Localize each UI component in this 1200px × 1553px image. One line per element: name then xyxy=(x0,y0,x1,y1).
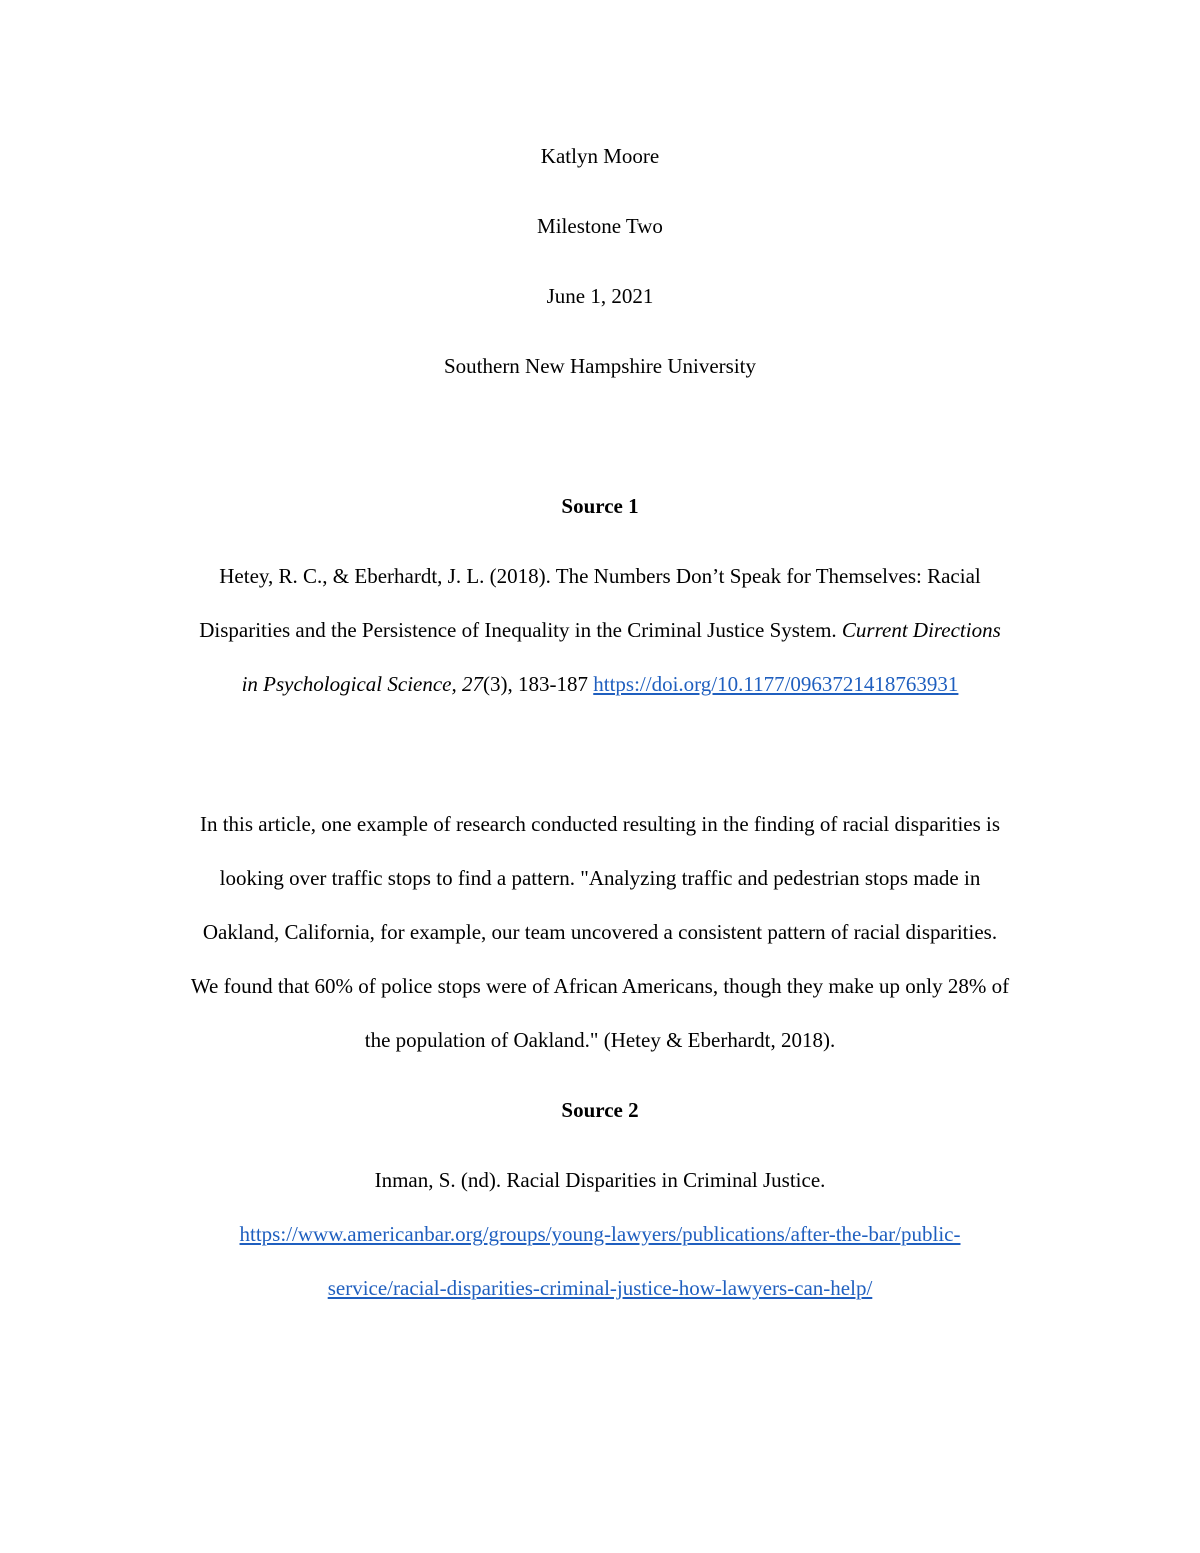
source1-citation-line2 xyxy=(0,616,1200,644)
source2-url-line2 xyxy=(0,1274,1200,1302)
source2-heading: Source 2 xyxy=(561,1098,639,1122)
source2-url-link[interactable]: https://www.americanbar.org/groups/young-lawyers/publications/after-the-bar/public- xyxy=(239,1222,961,1246)
source1-heading: Source 1 xyxy=(561,494,639,518)
source1-journal-name: Current Directions xyxy=(841,618,1001,642)
source2-url-link[interactable]: service/racial-disparities-criminal-justice-how-lawyers-can-help/ xyxy=(327,1276,873,1300)
source1-summary-line: We found that 60% of police stops were of African Americans, though they make up only 28% of xyxy=(190,974,1010,998)
source1-doi-link[interactable]: https://doi.org/10.1177/0963721418763931 xyxy=(593,672,959,696)
source1-issue-pages: (3), 183-187 xyxy=(483,672,594,696)
source2-url-line1 xyxy=(0,1220,1200,1248)
source1-summary-line: In this article, one example of research conducted resulting in the finding of racial disparities is xyxy=(199,812,1001,836)
source1-citation-line3 xyxy=(0,670,1200,698)
author-name: Katlyn Moore xyxy=(540,144,660,168)
source1-summary-line: looking over traffic stops to find a pattern. "Analyzing traffic and pedestrian stops made in xyxy=(219,866,981,890)
institution-name: Southern New Hampshire University xyxy=(443,354,757,378)
source1-journal-volume: in Psychological Science, 27 xyxy=(241,672,483,696)
assignment-title: Milestone Two xyxy=(537,214,663,238)
source1-summary-line: the population of Oakland." (Hetey & Eberhardt, 2018). xyxy=(364,1028,836,1052)
source1-citation-line1: Hetey, R. C., & Eberhardt, J. L. (2018). The Numbers Don’t Speak for Themselves: Racial xyxy=(219,564,981,588)
source1-summary-line: Oakland, California, for example, our team uncovered a consistent pattern of racial disparities. xyxy=(202,920,998,944)
source2-citation: Inman, S. (nd). Racial Disparities in Criminal Justice. xyxy=(374,1168,826,1192)
source1-citation-text: Disparities and the Persistence of Inequality in the Criminal Justice System. xyxy=(199,618,842,642)
submission-date: June 1, 2021 xyxy=(546,284,654,308)
